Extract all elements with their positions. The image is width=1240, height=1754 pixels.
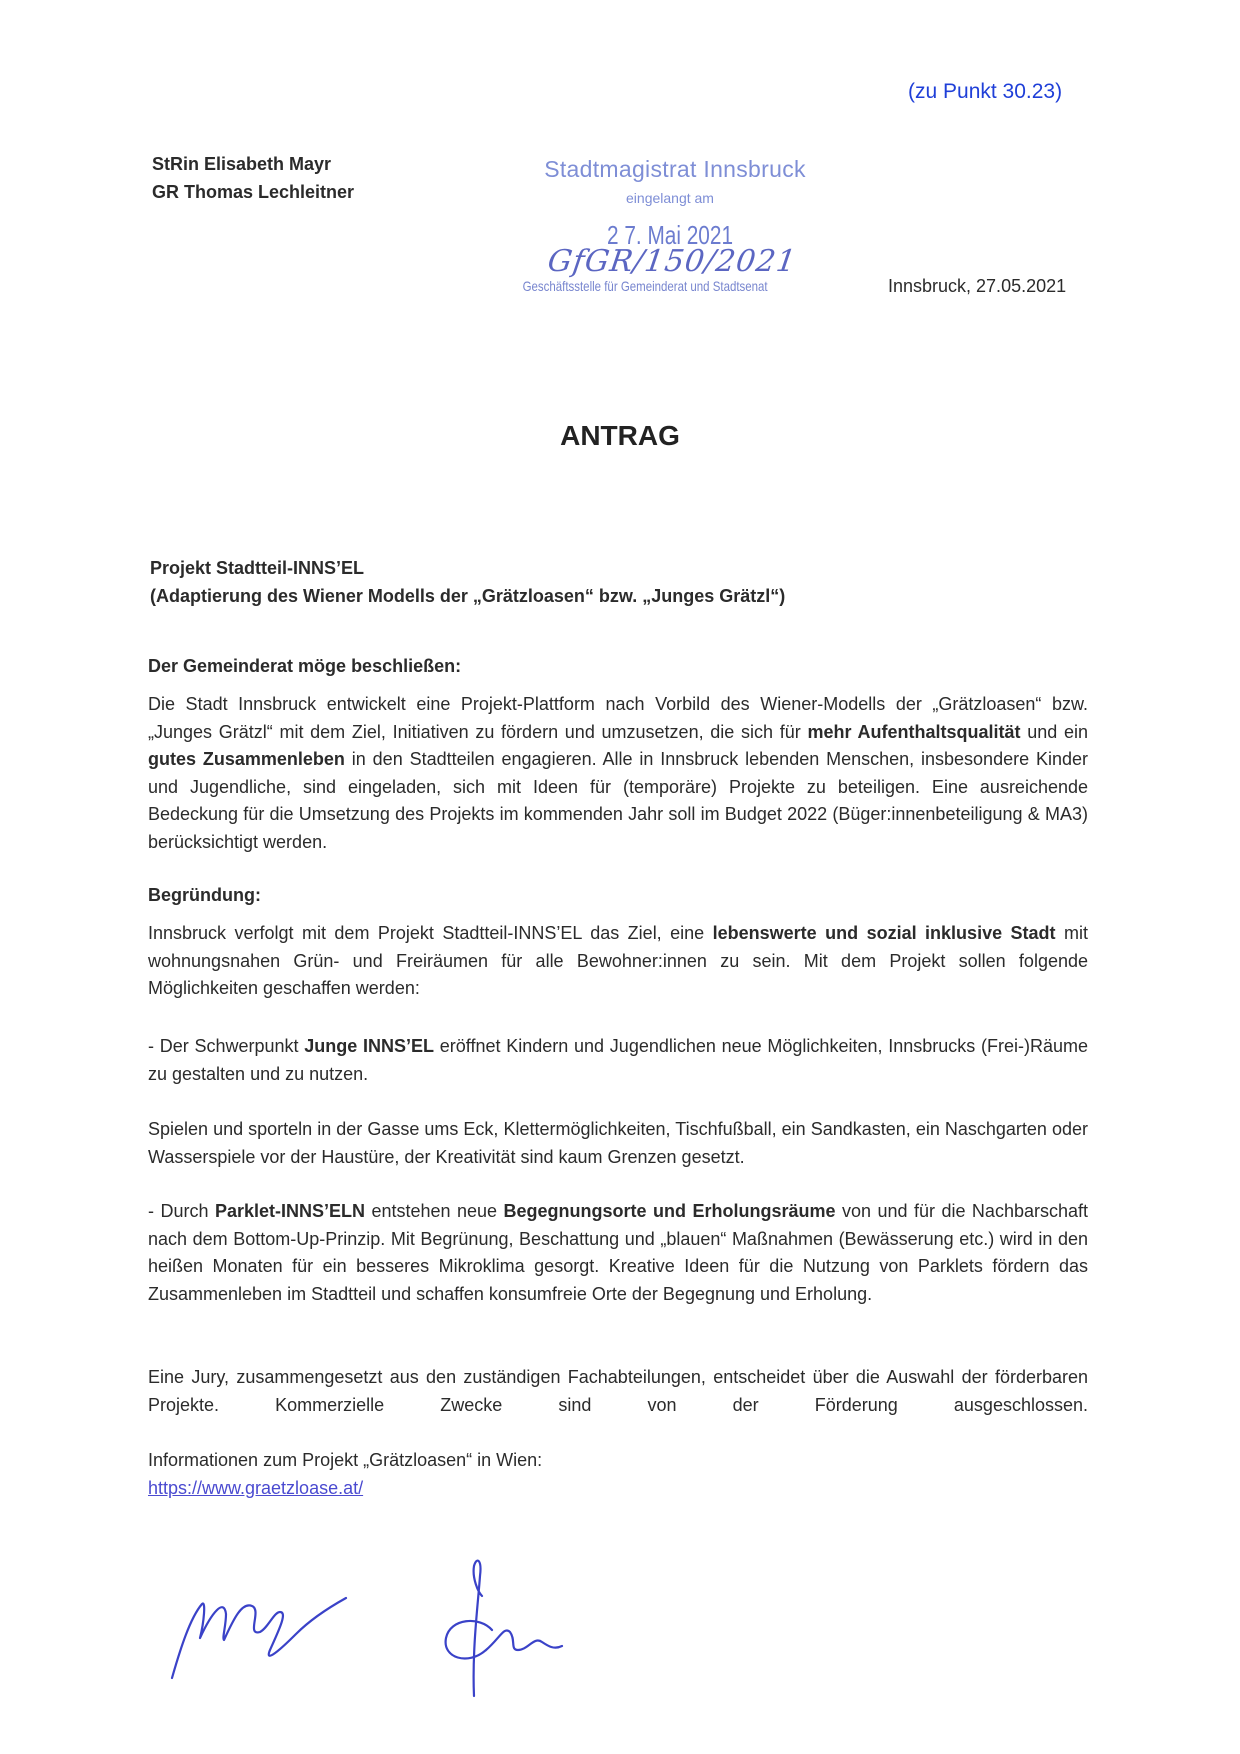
info-label: Informationen zum Projekt „Grätzloasen“ in Wien: (148, 1450, 543, 1470)
document-title: ANTRAG (560, 420, 680, 451)
agenda-reference: (zu Punkt 30.23) (908, 80, 1063, 103)
subject-line-1: Projekt Stadtteil-INNS’EL (150, 558, 365, 578)
point-text-part: eröffnet Kindern und Jugendlichen neue Möglichkeiten, Innsbrucks (Frei-)Räume zu gestalten und zu nutzen. (148, 1036, 1089, 1084)
reasoning-heading: Begründung: (148, 885, 261, 905)
point-text-part: von und für die Nachbarschaft nach dem Bottom-Up-Prinzip. Mit Begrünung, Beschattung und „blauen“ Maßnahmen (Bewässerung etc.) wird in den heißen Monaten für ein besseres Mikroklima gesorgt. Kreative Ideen für die Nutzung von Parklets fördern das Zusammenleben im Stadtteil und schaffen konsumfreie Orte der Begegnung und Erholung. (148, 1201, 1088, 1304)
motion-emphasis-1: mehr Aufenthaltsqualität (807, 721, 1021, 742)
signature-mayr (172, 1598, 346, 1678)
motion-text-part: Die Stadt Innsbruck entwickelt eine Projekt-Plattform nach Vorbild des Wiener-Modells der „Grätzloasen“ bzw. „Junges Grätzl“ mit dem Ziel, Initiativen zu fördern und umzusetzen, die sich für (148, 694, 1088, 742)
reasoning-text-part: mit wohnungsnahen Grün- und Freiräumen für alle Bewohner:innen zu sein. Mit dem Projekt sollen folgende Möglichkeiten geschaffen werden: (148, 923, 1088, 998)
motion-text (148, 691, 1088, 856)
reasoning-heading-wrap (148, 882, 1088, 910)
motion-text-part: und ein (1020, 721, 1088, 742)
point-text-part: - Der Schwerpunkt (148, 1036, 305, 1056)
point-text-part: entstehen neue (365, 1201, 504, 1221)
receipt-stamp (520, 150, 820, 310)
reasoning-emphasis: lebenswerte und sozial inklusive Stadt (712, 923, 1056, 943)
motion-heading: Der Gemeinderat möge beschließen: (148, 656, 462, 676)
stamp-date: 2 7. Mai 2021 (606, 220, 734, 250)
signature-lechleitner (446, 1561, 562, 1696)
author-1: StRin Elisabeth Mayr (152, 154, 332, 174)
motion-emphasis-2: gutes Zusammenleben (148, 749, 345, 769)
jury-paragraph: Eine Jury, zusammengesetzt aus den zuständigen Fachabteilungen, entscheidet über die Auswahl der förderbaren Projekte. Kommerzielle Zwecke sind von der Förderung ausgeschlossen. (148, 1367, 1088, 1415)
motion-section (148, 653, 1088, 681)
place-and-date: Innsbruck, 27.05.2021 (888, 276, 1067, 296)
play-paragraph: Spielen und sporteln in der Gasse ums Eck, Klettermöglichkeiten, Tischfußball, ein Sandkasten, ein Naschgarten oder Wasserspiele vor der Haustüre, der Kreativität sind kaum Grenzen gesetzt. (148, 1119, 1088, 1167)
stamp-office: Geschäftsstelle für Gemeinderat und Stadtsenat (522, 278, 768, 294)
author-2: GR Thomas Lechleitner (152, 182, 355, 202)
point-emphasis: Junge INNS’EL (304, 1036, 435, 1056)
reasoning-intro (148, 920, 1088, 1003)
info-block (148, 1447, 1088, 1502)
subject-block (150, 554, 785, 610)
handwritten-signatures (150, 1500, 570, 1730)
info-link[interactable]: https://www.graetzloase.at/ (148, 1477, 364, 1498)
stamp-reference-number: GfGR/150/2021 (545, 244, 799, 279)
point-text-part: - Durch (148, 1201, 215, 1221)
point-emphasis: Begegnungsorte und Erholungsräume (503, 1201, 836, 1221)
point-junge-innsel (148, 1033, 1088, 1088)
subject-line-2: (Adaptierung des Wiener Modells der „Grätzloasen“ bzw. „Junges Grätzl“) (150, 586, 786, 606)
authors-block (152, 150, 354, 206)
point-emphasis: Parklet-INNS’ELN (214, 1201, 365, 1221)
motion-text-part: in den Stadtteilen engagieren. Alle in Innsbruck lebenden Menschen, insbesondere Kinder und Jugendliche, sind eingeladen, sich mit Ideen für (temporäre) Projekte zu beteiligen. Eine ausreichende Bedeckung für die Umsetzung des Projekts im kommenden Jahr soll im Budget 2022 (Büger:innenbeteiligung & MA3) berücksichtigt werden. (148, 749, 1088, 852)
point-parklet-innseln (148, 1198, 1088, 1308)
stamp-organisation: Stadtmagistrat Innsbruck (544, 156, 806, 182)
reasoning-text-part: Innsbruck verfolgt mit dem Projekt Stadtteil-INNS’EL das Ziel, eine (148, 923, 713, 943)
stamp-received-label: eingelangt am (626, 190, 714, 206)
